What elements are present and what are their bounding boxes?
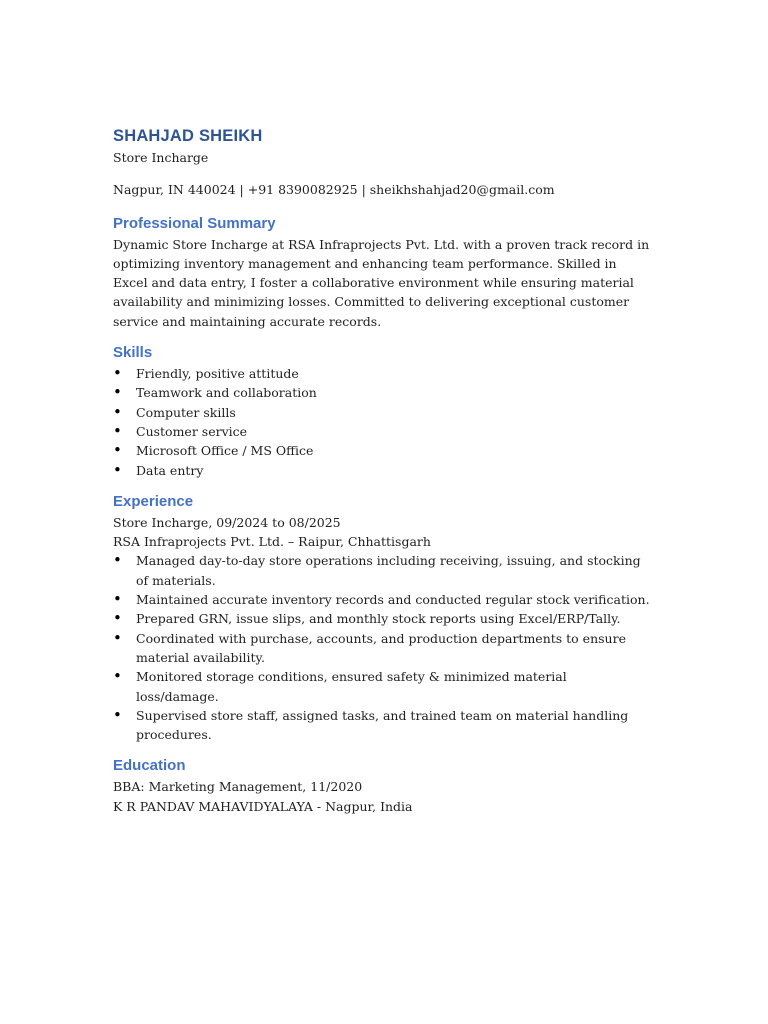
list-item — [113, 551, 653, 590]
contact-info: Nagpur, IN 440024 | +91 8390082925 | sheikhshahjad20@gmail.com — [113, 182, 555, 198]
education-institution: K R PANDAV MAHAVIDYALAYA - Nagpur, India — [113, 798, 413, 814]
section-heading-skills: Skills — [113, 344, 153, 362]
experience-section — [113, 491, 653, 745]
list-item: • Monitored storage conditions, ensured safety & minimized material loss/damage. — [113, 667, 653, 706]
list-item: • Prepared GRN, issue slips, and monthly stock reports using Excel/ERP/Tally. — [113, 609, 653, 628]
education-degree: BBA: Marketing Management, 11/2020 — [113, 779, 363, 795]
skills-section — [113, 342, 653, 480]
section-heading-education: Education — [113, 757, 186, 775]
candidate-title: Store Incharge — [113, 150, 209, 165]
list-item: • Coordinated with purchase, accounts, and production departments to ensure material availability. — [113, 629, 653, 668]
list-item: • Data entry — [113, 461, 653, 480]
experience-list — [113, 551, 653, 744]
job-company: RSA Infraprojects Pvt. Ltd. – Raipur, Chhattisgarh — [113, 534, 431, 550]
list-item: • Supervised store staff, assigned tasks, and trained team on material handling procedures. — [113, 706, 653, 745]
professional-summary-section — [113, 213, 653, 331]
list-item-text: • Managed day-to-day store operations including receiving, issuing, and stocking of materials. — [136, 553, 641, 588]
list-item: • Maintained accurate inventory records and conducted regular stock verification. — [113, 590, 653, 609]
section-heading-experience: Experience — [113, 492, 194, 510]
list-item: • Customer service — [113, 422, 653, 441]
list-item: • Microsoft Office / MS Office — [113, 441, 653, 460]
candidate-name: SHAHJAD SHEIKH — [113, 127, 263, 145]
list-item: • Friendly, positive attitude — [113, 364, 653, 383]
resume-document — [113, 124, 653, 816]
section-heading-summary: Professional Summary — [113, 214, 276, 232]
summary-text: Dynamic Store Incharge at RSA Infraprojects Pvt. Ltd. with a proven track record in optimizing inventory management and enhancing team performance. Skilled in Excel and data entry, I foster a collaborative environment while ensuring material availability and minimizing losses. Committed to delivering exceptional customer service and maintaining accurate records. — [113, 236, 650, 329]
list-item: • Teamwork and collaboration — [113, 383, 653, 402]
job-role: Store Incharge, 09/2024 to 08/2025 — [113, 514, 341, 530]
resume-header — [113, 124, 653, 200]
education-section — [113, 755, 653, 816]
list-item: • Computer skills — [113, 403, 653, 422]
skills-list — [113, 364, 653, 480]
